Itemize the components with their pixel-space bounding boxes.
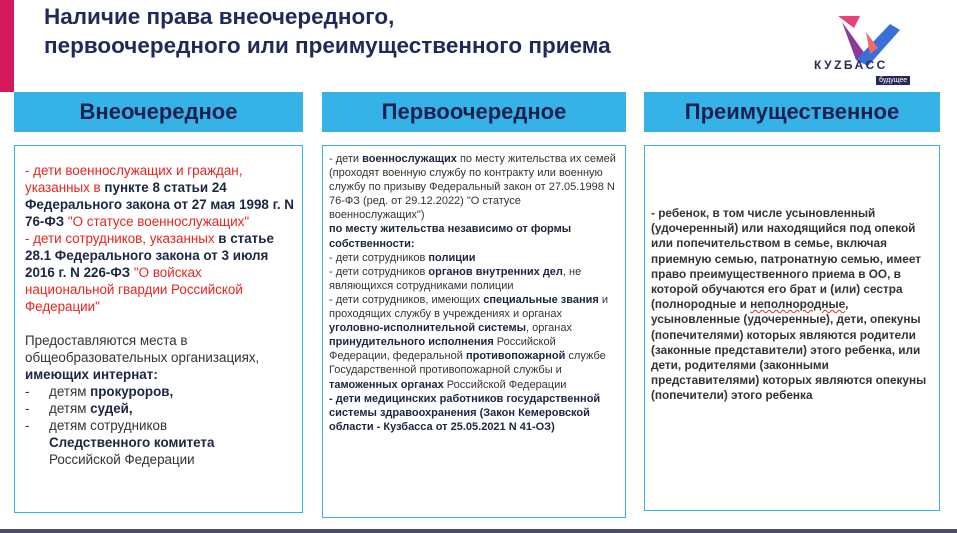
text: - дети сотрудников, указанных [25,231,219,246]
logo-subtitle: будущее [876,76,910,85]
text-bold: имеющих интернат: [25,367,158,382]
page-title [44,2,784,60]
boarding-note [25,332,294,383]
list-item [25,383,294,400]
dash: - [25,418,30,433]
subheading: по месту жительства независимо от формы собственности: [329,223,572,250]
column-preferential [644,145,940,511]
column-priority [322,145,626,518]
misspelled-word: неполнородные [750,297,846,312]
list-item [25,417,294,468]
item-police: - дети сотрудников полиции [329,251,476,264]
dash: - [25,401,30,416]
title-line-1: Наличие права внеочередного, [44,4,395,29]
text: детям сотрудников Следственного комитета Российской Федерации [49,418,215,467]
preferential-text: - ребенок, в том числе усыновленный (удочеренный) или находящийся под опекой или попечительством в семье, включая приемную семью, патронатную семью, имеет право преимущественного приема в ОО, в которой обучаются его брат и (или) сестра (полнородные и неполнородные, усыновленные (удочеренные), дети, опекуны (попечителями) которых являются родители (законные представители) этого ребенка, или дети, родителями (законными представителями) которых являются опекуны (попечители) этого ребенка [651,206,927,403]
dash: - [25,384,30,399]
item-guard-children [25,230,294,315]
column-extraordinary [14,145,303,513]
text: "О войсках национальной гвардии Российской Федерации" [25,265,243,314]
text: детям судей, [49,401,133,416]
accent-bar [0,0,14,92]
law-ref: пункте 8 статьи 24 Федерального закона от 27 мая 1998 г. N 76-ФЗ [25,180,294,229]
header-priority: Первоочередное [322,92,626,132]
item-military-children [25,162,294,230]
header-preferential: Преимущественное [644,92,940,132]
text: детям прокуроров, [49,384,174,399]
text: Предоставляются места в общеобразовательных организациях, [25,333,260,365]
text: "О статусе военнослужащих" [64,214,250,229]
law-ref: в статье 28.1 Федерального закона от 3 июля 2016 г. N 226-ФЗ [25,231,274,280]
item-internal-affairs: - дети сотрудников органов внутренних дел, не являющихся сотрудниками полиции [329,265,582,292]
header-extraordinary: Внеочередное [14,92,303,132]
logo-text: КУZБАСС [814,58,888,72]
title-line-2: первоочередного или преимущественного приема [44,33,611,58]
text: - дети военнослужащих и граждан, указанных в [25,163,243,195]
item-medical: - дети медицинских работников государственной системы здравоохранения (Закон Кемеровской области - Кузбасса от 25.05.2021 N 41-ОЗ) [329,392,601,433]
list-item [25,400,294,417]
item-military: - дети военнослужащих по месту жительства их семей (проходят военную службу по контракту или военную службу по призыву Федеральный закон от 27.05.1998 N 76-ФЗ (ред. от 29.12.2022) "О статусе военнослужащих") [329,153,616,222]
item-special-ranks: - дети сотрудников, имеющих специальные звания и проходящих службу в учреждениях и органах уголовно-исполнительной системы, органах принудительного исполнения Российской Федерации, федеральной противопожарной службе Государственной противопожарной службы и таможенных органах Российской Федерации [329,293,608,391]
bottom-line [0,529,957,533]
